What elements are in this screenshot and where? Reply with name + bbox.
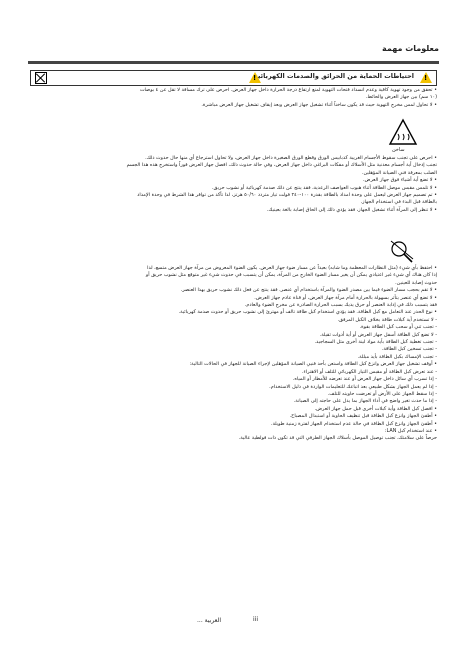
text-line: إذا كان هناك أي شيء غير اعتيادي يمكن أن يغير مسار الضوء الخارج من المرآة، يمكن أن يتسبب في حدوث شيء غير متوقع مثل نشوب حريق أو (145, 272, 437, 279)
text-line: • أطفئ الجهاز وانزع كبل الطاقة قبل تنظيف الحاوية أو استبدال المصباح. (289, 413, 437, 420)
section-ventilation (30, 87, 437, 109)
warning-triangle-icon (249, 72, 261, 83)
text-line: - تجنب الإمساك بكبل الطاقة بأيد مبللة. (357, 353, 437, 360)
warning-triangle-icon (420, 72, 432, 83)
text-line: - تجنب تغطية كبل الطاقة بأية مواد لينة أخرى مثل السجاجيد. (314, 339, 437, 346)
text-line: - إذا سقط الجهاز على الأرض أو تعرضت حاويته للتلف. (327, 390, 437, 397)
hot-surface-icon (388, 118, 418, 148)
text-line: - إذا ما حدث تغير واضح في أداء الجهاز بما يدل على حاجته إلى الصيانة. (293, 398, 437, 405)
section-foreign-objects (30, 155, 437, 214)
text-line: • لا تحاول لمس مخرج التهوية حيث قد يكون ساخناً أثناء تشغيل جهاز العرض وبعد إيقاف تشغيل جهاز العرض مباشرة. (201, 101, 437, 108)
text-line: • افصل كبل الطاقة وأية كبلات أخرى قبل حمل جهاز العرض. (314, 405, 437, 412)
text-line: • احرص على تجنب سقوط الأجسام الغريبة كدبابيس الورق وقطع الورق الصغيرة داخل جهاز العرض، ولا تحاول استرجاع أي منها حال حدوث ذلك. (145, 155, 437, 161)
heading-rule (28, 61, 439, 64)
text-line: • عند استخدام كبل LAN: (384, 427, 437, 434)
text-line: • تم تصميم جهاز العرض ليعمل على وحدة امداد بالطاقة بقدرة ١٠٠-٢٤٠ فولت تيار متردد ٥٠/٦٠ هرتز، لذا تأكد من توافر هذا الشرط في وحدة الإمداد (137, 192, 437, 199)
text-line: - تجنب تسخين كبل الطاقة. (381, 346, 437, 353)
text-line: • لا تضع أية أشياء فوق جهاز العرض. (363, 177, 437, 184)
text-line: • لا تلمس مقبس موصل الطاقة أثناء هبوب العواصف الرعدية، فقد ينتج عن ذلك صدمة كهربائية أو نشوب حريق. (211, 184, 437, 191)
page-number: iii (253, 616, 259, 623)
text-line: • احتفظ بأي شيء (مثل النظارات المعظمة وما شابه) بعيداً عن مسار ضوء جهاز العرض. يكون الضوء المعروض من مرآة جهاز العرض متسع، لذا (147, 265, 437, 271)
text-line: - إذا لم يعمل الجهاز بشكل طبيعي بعد اتباعك للتعليمات الواردة في دليل الاستخدام. (269, 383, 437, 390)
text-line: • نوع الحذر عند التعامل مع كبل الطاقة. فقد يؤدي استخدام كبل طاقة تالف أو مهترئ إلى نشوب حريق أو حدوث صدمة كهربائية. (178, 309, 437, 316)
prohibited-icon (35, 72, 47, 84)
text-line: • لا تقم بحجب مسار الضوء فيما بين مصدر الضوء والمرآة باستخدام أي عنصر. فقد ينتج عن فعل ذلك نشوب حريق بهذا العنصر. (180, 287, 437, 294)
text-line: - عند تعرض كبل الطاقة أو مقبس التيار الكهربائي للتلف أو الاهتراء. (301, 368, 437, 375)
warning-banner (30, 70, 437, 86)
text-line: بالطاقة قبل البدء في استخدام الجهاز. (360, 199, 437, 206)
hot-label: ساخن (392, 147, 405, 153)
text-line: • تحقق من وجود تهوية كافية وعدم انسداد فتحات التهوية لمنع ارتفاع درجة الحرارة داخل جهاز العرض. احرص على ترك مسافة لا تقل عن ٤ بوصات (139, 87, 437, 93)
text-line: تجنب إدخال أية أجسام معدنية مثل الأسلاك أو مفكات البراغي داخل جهاز العرض، وفي حالة حدوث ذلك، افصل جهاز العرض فوراً واستخرج هذه هذا الجسم (126, 162, 437, 169)
page-heading: معلومات مهمة (382, 44, 439, 53)
text-line: - لا تضع كبل الطاقة أسفل جهاز العرض أو أية أدوات ثقيلة. (319, 331, 437, 338)
text-line: (١٠ سم) بين جهاز العرض والحائط. (365, 94, 437, 101)
text-line: • أطفئ الجهاز وانزع كبل الطاقة في حالة عدم استخدام الجهاز لفترة زمنية طويلة. (270, 420, 437, 427)
text-line: حدوث إصابة للعينين. (395, 279, 437, 286)
text-line: - لا تستخدم أية كبلات طاقة بخلاف الكبل المرفق. (337, 316, 437, 323)
text-line: الصلب بمعرفة فني الصيانة المؤهلين. (361, 169, 437, 176)
text-line: • لا تنظر إلى المرآة أثناء تشغيل الجهاز، فقد يؤدي ذلك إلى الحاق إصابة بالغة بعينيك. (266, 206, 437, 213)
text-line: فقد يتسبب ذلك في إذابة العنصر أو حرق يديك بسبب الحرارة الصادرة عن مخرج الضوء والعادم. (244, 302, 437, 309)
text-line: • لا تضع أي عنصر يتأثر بسهولة بالحرارة أمام مرآة جهاز العرض، أو قناة عادم جهاز العرض. (254, 294, 437, 301)
text-line: - تجنب ثني أو سحب كبل الطاقة بقوة. (359, 324, 437, 331)
section-light-path-and-power (30, 265, 437, 443)
text-line: - إذا تسرب أي سائل داخل جهاز العرض أو عند تعرضه للأمطار أو المياه. (292, 376, 437, 383)
warning-title: احتياطات الحماية من الحرائق والصدمات الكهربائية (254, 72, 414, 80)
footer-language: العربية ... (197, 617, 222, 624)
no-magnifier-icon (388, 238, 416, 264)
text-line: • أوقف تشغيل جهاز العرض وانزع كبل الطاقة واستعن بأحد فنيي الصيانة المؤهلين لإجراء الصيانة للجهاز في الحالات التالية: (189, 361, 437, 368)
text-line: حرصاً على سلامتك، تجنب توصيل الموصل بأسلاك الجهاز الطرفي التي قد تكون ذات فولطية عالية. (238, 435, 437, 442)
